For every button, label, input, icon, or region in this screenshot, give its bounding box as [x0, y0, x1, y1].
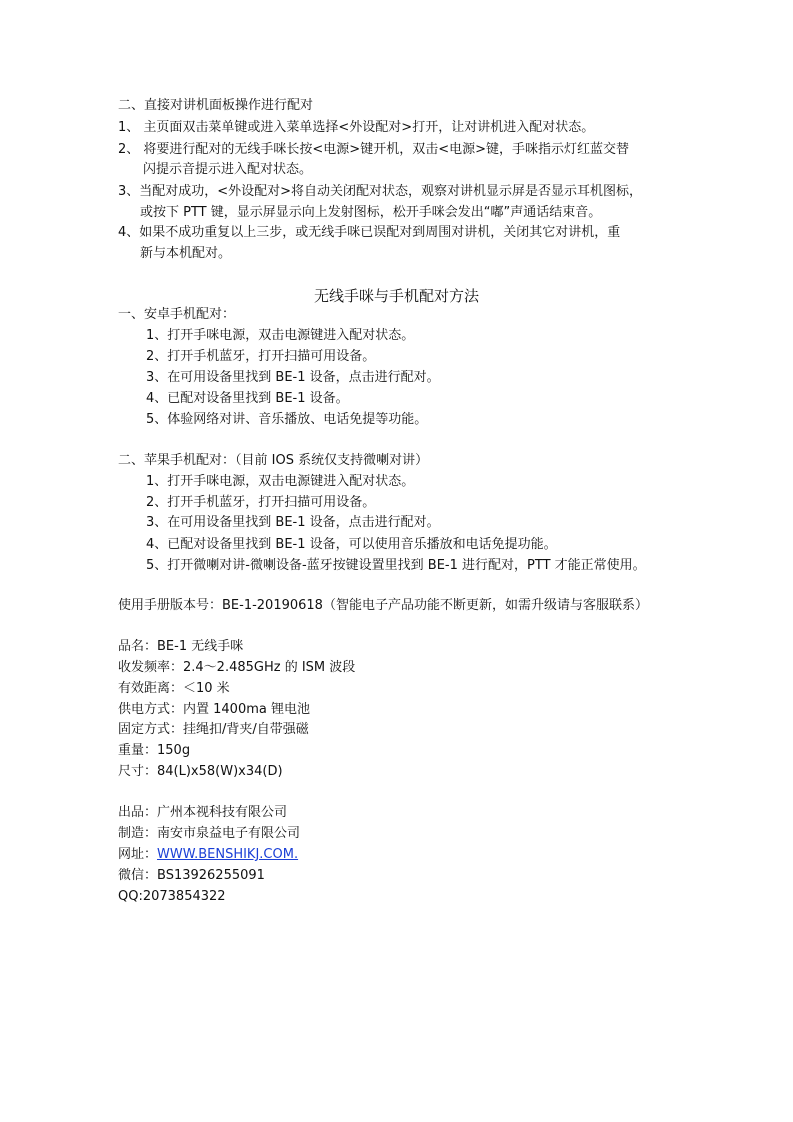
website-link[interactable]: WWW.BENSHIKJ.COM.: [157, 847, 299, 862]
spec-range: 有效距离：＜10 米: [118, 681, 230, 696]
publisher: 出品：广州本视科技有限公司: [118, 805, 288, 820]
spec-frequency: 收发频率：2.4～2.485GHz 的 ISM 波段: [118, 660, 356, 675]
section2-item-3-cont: 或按下 PTT 键，显示屏显示向上发射图标，松开手咪会发出“嘟”声通话结束音。: [140, 205, 602, 220]
section2-item-2: 2、 将要进行配对的无线手咪长按<电源>键开机，双击<电源>键，手咪指示灯红蓝交替: [118, 142, 629, 157]
android-step-4: 4、已配对设备里找到 BE-1 设备。: [146, 391, 349, 406]
section2-item-2-cont: 闪提示音提示进入配对状态。: [143, 162, 313, 177]
android-step-3: 3、在可用设备里找到 BE-1 设备，点击进行配对。: [146, 370, 440, 385]
spec-product-name: 品名：BE-1 无线手咪: [118, 639, 244, 654]
phone-pairing-title: 无线手咪与手机配对方法: [313, 287, 479, 305]
website-row: [118, 845, 298, 865]
spec-power: 供电方式：内置 1400ma 锂电池: [118, 702, 310, 717]
apple-step-1: 1、打开手咪电源，双击电源键进入配对状态。: [146, 474, 415, 489]
section2-item-1: 1、 主页面双击菜单键或进入菜单选择<外设配对>打开，让对讲机进入配对状态。: [118, 120, 595, 135]
android-step-2: 2、打开手机蓝牙，打开扫描可用设备。: [146, 349, 376, 364]
wechat: 微信：BS13926255091: [118, 868, 265, 883]
spec-weight: 重量：150g: [118, 743, 191, 758]
android-heading: 一、安卓手机配对：: [118, 307, 236, 322]
section2-heading: 二、直接对讲机面板操作进行配对: [118, 98, 314, 113]
section2-item-4-cont: 新与本机配对。: [140, 246, 232, 261]
apple-step-2: 2、打开手机蓝牙，打开扫描可用设备。: [146, 495, 376, 510]
section2-item-4: 4、如果不成功重复以上三步，或无线手咪已误配对到周围对讲机，关闭其它对讲机，重: [118, 225, 621, 240]
android-step-1: 1、打开手咪电源，双击电源键进入配对状态。: [146, 328, 415, 343]
qq: QQ:2073854322: [118, 889, 226, 904]
apple-step-3: 3、在可用设备里找到 BE-1 设备，点击进行配对。: [146, 515, 440, 530]
apple-step-4: 4、已配对设备里找到 BE-1 设备，可以使用音乐播放和电话免提功能。: [146, 537, 557, 552]
spec-dimensions: 尺寸：84(L)x58(W)x34(D): [118, 764, 283, 779]
apple-heading: 二、苹果手机配对：（目前 IOS 系统仅支持微喇对讲）: [118, 453, 429, 468]
apple-step-5: 5、打开微喇对讲-微喇设备-蓝牙按键设置里找到 BE-1 进行配对，PTT 才能正常使用。: [146, 558, 646, 573]
spec-mounting: 固定方式：挂绳扣/背夹/自带强磁: [118, 722, 309, 737]
website-label: 网址：: [118, 847, 158, 862]
manufacturer: 制造：南安市泉益电子有限公司: [118, 826, 301, 841]
android-step-5: 5、体验网络对讲、音乐播放、电话免提等功能。: [146, 412, 428, 427]
manual-version: 使用手册版本号：BE-1-20190618（智能电子产品功能不断更新，如需升级请与客服联系）: [118, 598, 648, 613]
section2-item-3: 3、当配对成功，<外设配对>将自动关闭配对状态，观察对讲机显示屏是否显示耳机图标，: [118, 184, 643, 199]
